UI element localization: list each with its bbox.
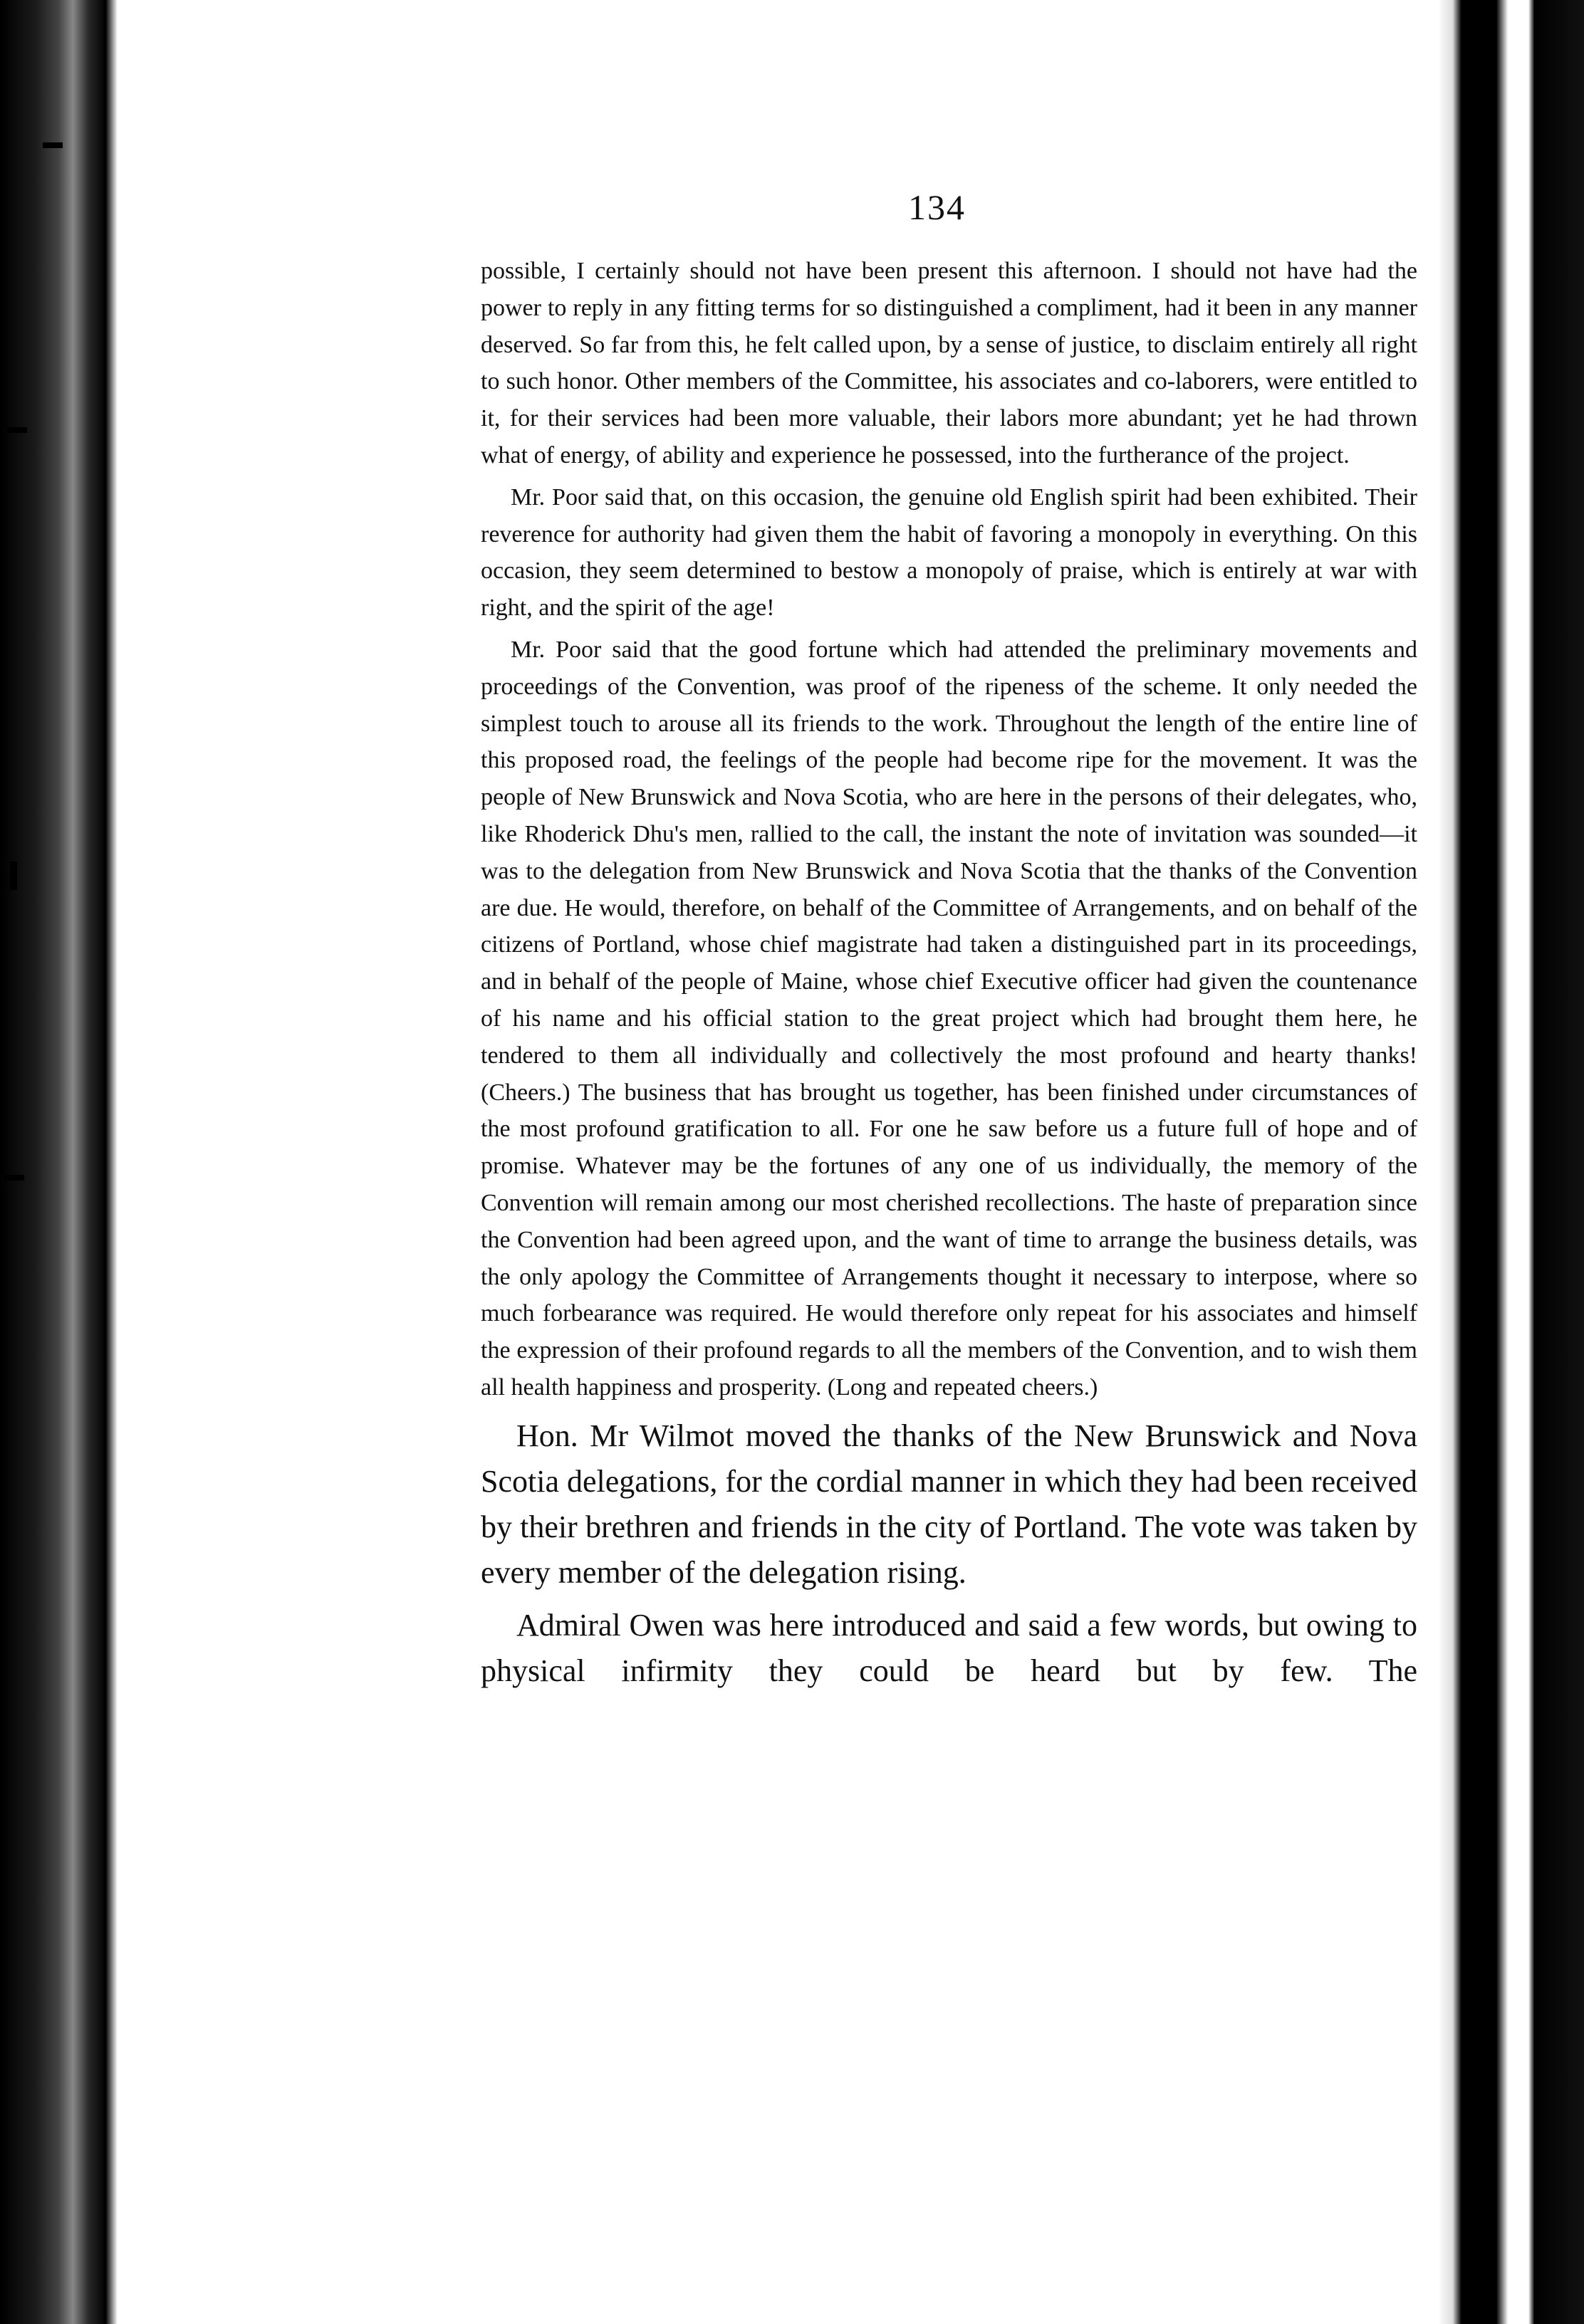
body-text xyxy=(481,253,1417,1694)
paragraph: Mr. Poor said that the good fortune which had attended the preliminary movements and proceedings of the Convention, was proof of the ripeness of the scheme. It only needed the simplest touch to arouse all its friends to the work. Throughout the length of the entire line of this proposed road, the feelings of the people had become ripe for the movement. It was the people of New Brunswick and Nova Scotia, who are here in the persons of their delegates, who, like Rhoderick Dhu's men, rallied to the call, the instant the note of invitation was sounded—it was to the delegation from New Brunswick and Nova Scotia that the thanks of the Convention are due. He would, therefore, on behalf of the Committee of Arrangements, and on behalf of the citizens of Portland, whose chief magistrate had taken a distinguished part in its proceedings, and in behalf of the people of Maine, whose chief Executive officer had given the countenance of his name and his official station to the great project which had brought them here, he tendered to them all individually and collectively the most profound and hearty thanks! (Cheers.) The business that has brought us together, has been finished under circumstances of the most profound gratification to all. For one he saw before us a future full of hope and of promise. Whatever may be the fortunes of any one of us individually, the memory of the Convention will remain among our most cherished recollections. The haste of preparation since the Convention had been agreed upon, and the want of time to arrange the business details, was the only apology the Committee of Arrangements thought it necessary to interpose, where so much forbearance was required. He would therefore only repeat for his associates and himself the expression of their profound regards to all the members of the Convention, and to wish them all health happiness and prosperity. (Long and repeated cheers.) xyxy=(481,636,1417,1401)
paragraph: Mr. Poor said that, on this occasion, the genuine old English spirit had been exhibited. Their reverence for authority had given them the habit of favoring a monopoly in everything. On this occasion, they seem determined to bestow a monopoly of praise, which is entirely at war with right, and the spirit of the age! xyxy=(481,483,1417,622)
spine-mark xyxy=(10,862,17,890)
paragraph: possible, I certainly should not have been present this afternoon. I should not have had the power to reply in any fitting terms for so distinguished a compliment, had it been in any manner deserved. So far from this, he felt called upon, by a sense of justice, to disclaim entirely all right to such honor. Other members of the Committee, his associates and co-laborers, were entitled to it, for their services had been more valuable, their labors more abundant; yet he had thrown what of energy, of ability and experience he possessed, into the furtherance of the project. xyxy=(481,258,1417,469)
spine-mark xyxy=(43,142,63,148)
paragraph: Hon. Mr Wilmot moved the thanks of the New Brunswick and Nova Scotia delegations, for the cordial manner in which they had been received by their brethren and friends in the city of Portland. The vote was taken by every member of the delegation rising. xyxy=(481,1418,1417,1590)
spine-mark xyxy=(7,427,27,433)
spine-mark xyxy=(4,1175,24,1181)
book-page xyxy=(118,0,1438,2324)
paragraph: Admiral Owen was here introduced and said a few words, but owing to physical infirmity they could be heard but by few. The xyxy=(481,1607,1417,1688)
page-number: 134 xyxy=(908,187,966,227)
right-gutter xyxy=(1438,0,1584,2324)
left-gutter xyxy=(0,0,118,2324)
